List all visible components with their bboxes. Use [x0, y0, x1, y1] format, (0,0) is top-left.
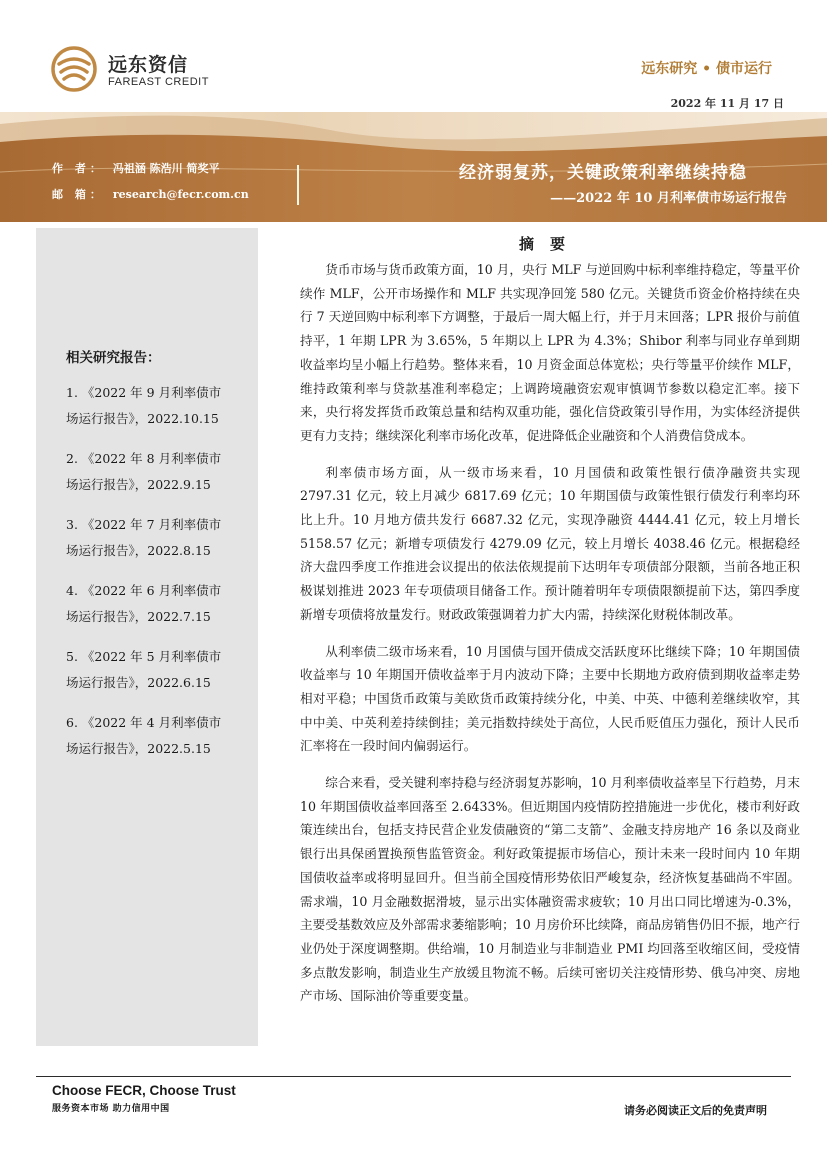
related-reports-heading: 相关研究报告： [66, 350, 161, 366]
report-date-line: 场运行报告》，2022.7.15 [66, 609, 211, 624]
related-report-item[interactable] [66, 446, 256, 498]
related-reports-sidebar [36, 228, 258, 1046]
report-series: 远东研究 • 债市运行 [641, 61, 772, 77]
footer-divider [36, 1076, 791, 1077]
author-info [52, 156, 249, 208]
footer-slogan: Choose FECR, Choose Trust [52, 1083, 236, 1098]
related-report-item[interactable] [66, 578, 256, 630]
report-subtitle: ——2022 年 10 月利率债市场运行报告 [550, 191, 787, 206]
email-label: 邮 箱： [52, 188, 105, 201]
footer-disclaimer: 请务必阅读正文后的免责声明 [624, 1104, 767, 1117]
report-title-line: 5. 《2022 年 5 月利率债市 [66, 649, 222, 664]
report-title-line: 3. 《2022 年 7 月利率债市 [66, 517, 222, 532]
report-title: 经济弱复苏，关键政策利率继续持稳 [459, 163, 747, 183]
abstract-paragraph: 综合来看，受关键利率持稳与经济弱复苏影响，10 月利率债收益率呈下行趋势，月末 10 年期国债收益率回落至 2.6433%。但近期国内疫情防控措施进一步优化，楼市利好政策连续出台，包括支持民营企业发债融资的“第二支箭”、金融支持房地产 16 条以及商业银行出具保函置换预售监管资金。利好政策提振市场信心，预计未来一段时间内 10 年期国债收益率或将明显回升。但当前全国疫情形势依旧严峻复杂，经济恢复基础尚不牢固。需求端，10 月金融数据滑坡，显示出实体融资需求疲软；10 月出口同比增速为-0.3%，主要受基数效应及外部需求萎缩影响；10 月房价环比续降，商品房销售仍旧不振，地产行业仍处于深度调整期。供给端，10 月制造业与非制造业 PMI 均回落至收缩区间，受疫情多点散发影响，制造业生产放缓且物流不畅。后续可密切关注疫情形势、俄乌冲突、房地产市场、国际油价等重要变量。 [300, 775, 800, 1004]
author-label: 作 者： [52, 162, 105, 175]
abstract-paragraph: 货币市场与货币政策方面，10 月，央行 MLF 与逆回购中标利率维持稳定，等量平价续作 MLF，公开市场操作和 MLF 共实现净回笼 580 亿元。关键货币资金价格持续在央行 7 天逆回购中标利率下方调整，于最后一周大幅上行，并于月末回落；LPR 报价与前值持平，1 年期 LPR 为 3.65%，5 年期以上 LPR 为 4.3%；Shibor 利率与同业存单到期收益率均呈小幅上行趋势。整体来看，10 月资金面总体宽松；央行等量平价续作 MLF，维持政策利率与贷款基准利率稳定；上调跨境融资宏观审慎调节参数以稳定汇率。接下来，央行将发挥货币政策总量和结构双重功能，强化信贷政策引导作用，为实体经济提供更有力支持；继续深化利率市场化改革，促进降低企业融资和个人消费信贷成本。 [300, 262, 800, 443]
email-row [52, 182, 249, 208]
fareast-logo-icon [50, 44, 100, 94]
related-report-item[interactable] [66, 512, 256, 564]
abstract-heading: 摘要 [518, 235, 581, 253]
brand-name-en: FAREAST CREDIT [108, 76, 209, 88]
author-row [52, 156, 249, 182]
report-title-line: 4. 《2022 年 6 月利率债市 [66, 583, 222, 598]
report-date-line: 场运行报告》，2022.10.15 [66, 411, 219, 426]
email-address[interactable]: research@fecr.com.cn [112, 188, 249, 201]
report-title-line: 2. 《2022 年 8 月利率债市 [66, 451, 222, 466]
report-date-line: 场运行报告》，2022.5.15 [66, 741, 211, 756]
abstract-paragraph: 利率债市场方面，从一级市场来看，10 月国债和政策性银行债净融资共实现 2797.31 亿元，较上月减少 6817.69 亿元；10 年期国债与政策性银行债发行利率均环比上升。10 月地方债共发行 6687.32 亿元，实现净融资 4444.41 亿元，较上月增长 5158.57 亿元；新增专项债发行 4279.09 亿元，较上月增长 4038.46 亿元。根据稳经济大盘四季度工作推进会议提出的依法依规提前下达明年专项债部分限额，当前各地正积极谋划推进 2023 年专项债项目储备工作。预计随着明年专项债限额提前下达，第四季度新增专项债将放量发行。财政政策强调着力扩大内需，持续深化财税体制改革。 [300, 464, 800, 622]
related-report-item[interactable] [66, 380, 256, 432]
abstract-body [300, 258, 800, 1021]
author-names: 冯祖涵 陈浩川 简奖平 [112, 162, 220, 175]
report-title-line: 6. 《2022 年 4 月利率债市 [66, 715, 222, 730]
banner-divider [297, 165, 299, 205]
company-logo [50, 44, 220, 94]
report-date-line: 场运行报告》，2022.6.15 [66, 675, 211, 690]
footer-motto: 服务资本市场 助力信用中国 [52, 1104, 170, 1114]
abstract-paragraph: 从利率债二级市场来看，10 月国债与国开债成交活跃度环比继续下降；10 年期国债收益率与 10 年期国开债收益率于月内波动下降；主要中长期地方政府债到期收益率走势相对平稳；中国货币政策与美欧货币政策持续分化，中美、中英、中德利差继续收窄，其中中美、中英利差持续倒挂；美元指数持续处于高位，人民币贬值压力强化，预计人民币汇率将在一段时间内偏弱运行。 [300, 643, 800, 754]
related-report-item[interactable] [66, 644, 256, 696]
report-title-line: 1. 《2022 年 9 月利率债市 [66, 385, 222, 400]
report-date-line: 场运行报告》，2022.8.15 [66, 543, 211, 558]
related-report-item[interactable] [66, 710, 256, 762]
report-date: 2022 年 11 月 17 日 [670, 97, 784, 110]
brand-name-cn: 远东资信 [108, 54, 189, 76]
report-date-line: 场运行报告》，2022.9.15 [66, 477, 211, 492]
